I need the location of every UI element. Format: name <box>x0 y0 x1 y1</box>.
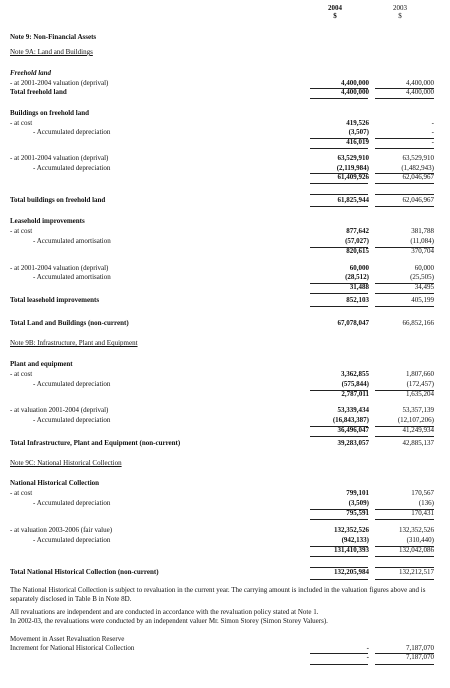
rule <box>310 247 368 248</box>
nhc-title: National Historical Collection <box>10 479 100 487</box>
rule <box>310 519 368 520</box>
rule <box>310 306 368 307</box>
note-paragraph-2b: In 2002-03, the revaluations were conducted by an independent valuer Mr. Simon Storey (Simon Storey Valuers). <box>10 617 328 625</box>
note-paragraph-2a: All revaluations are independent and are conducted in accordance with the revaluation policy stated at Note 1. <box>10 608 319 616</box>
rule <box>375 653 434 654</box>
col-2004-header <box>305 4 365 20</box>
table-row: - at cost 799,101 170,567 <box>10 489 434 497</box>
table-row-subtotal: 131,410,393 132,042,086 <box>334 546 434 554</box>
leasehold-title: Leasehold improvements <box>10 217 85 225</box>
table-row: - at cost 877,642 381,788 <box>10 227 434 235</box>
rule <box>310 173 368 174</box>
col-2003-unit: $ <box>398 12 402 20</box>
rule <box>310 98 368 99</box>
table-row-subtotal: 820,615 370,704 <box>346 247 434 255</box>
rule <box>375 306 434 307</box>
rule <box>375 519 434 520</box>
table-row: Increment for National Historical Collection - 7,187,070 <box>10 644 434 652</box>
rule <box>310 579 368 580</box>
rule <box>375 98 434 99</box>
table-row-subtotal: - 7,187,070 <box>366 653 434 661</box>
rule <box>375 194 434 195</box>
table-row-total: Total leasehold improvements 852,103 405,199 <box>10 296 434 304</box>
note9-title: Note 9: Non-Financial Assets <box>10 33 97 41</box>
table-row: - Accumulated depreciation (3,509) (136) <box>33 499 434 507</box>
rule <box>375 426 434 427</box>
rule <box>375 283 434 284</box>
rule <box>375 567 434 568</box>
rule <box>310 194 368 195</box>
table-row: - at cost 3,362,855 1,807,660 <box>10 370 434 378</box>
table-row-grand-total: Total Infrastructure, Plant and Equipment (non-current) 39,283,057 42,885,137 <box>10 439 434 447</box>
table-row: - Accumulated depreciation (942,133) (310,440) <box>33 536 434 544</box>
table-row-grand-total: Total National Historical Collection (non-current) 132,205,984 132,212,517 <box>10 568 434 576</box>
table-row: - at valuation 2001-2004 (deprival) 53,339,434 53,357,139 <box>10 406 434 414</box>
rule <box>375 148 434 149</box>
table-row: - Accumulated depreciation (2,119,984) (1,482,943) <box>33 164 434 172</box>
rule <box>375 247 434 248</box>
plant-title: Plant and equipment <box>10 360 73 368</box>
table-row-subtotal: 36,496,047 41,249,934 <box>337 426 434 434</box>
rule <box>310 283 368 284</box>
rule <box>310 148 368 149</box>
note9a-heading: Note 9A: Land and Buildings <box>10 48 93 56</box>
rule <box>310 293 368 294</box>
rule <box>375 293 434 294</box>
note9b-heading: Note 9B: Infrastructure, Plant and Equipment <box>10 339 138 347</box>
rule <box>310 664 368 665</box>
note-paragraph-1: The National Historical Collection is subject to revaluation in the current year. The carrying amount is included in the valuation figures above and is separately disclosed in Table B in Note 8D. <box>10 586 426 603</box>
col-2003-header <box>370 4 430 20</box>
movement-title: Movement in Asset Revaluation Reserve <box>10 635 125 643</box>
rule <box>310 509 368 510</box>
table-row-subtotal: 416,019 - <box>346 138 434 146</box>
rule <box>375 579 434 580</box>
table-row: - Accumulated depreciation (575,844) (172,457) <box>33 380 434 388</box>
table-row: - at 2001-2004 valuation (deprival) 60,000 60,000 <box>10 264 434 272</box>
rule <box>375 390 434 391</box>
rule <box>310 567 368 568</box>
rule <box>310 88 368 89</box>
table-row: - at 2001-2004 valuation (deprival) 4,400,000 4,400,000 <box>10 79 434 87</box>
rule <box>310 556 368 557</box>
table-row-subtotal: 795,591 170,431 <box>346 509 434 517</box>
rule <box>375 664 434 665</box>
rule <box>310 206 368 207</box>
table-row: - at 2001-2004 valuation (deprival) 63,529,910 63,529,910 <box>10 154 434 162</box>
rule <box>310 390 368 391</box>
rule <box>375 546 434 547</box>
rule <box>375 206 434 207</box>
rule <box>375 556 434 557</box>
table-row: - at cost 419,526 - <box>10 119 434 127</box>
table-row-grand-total: Total Land and Buildings (non-current) 67,078,047 66,852,166 <box>10 319 434 327</box>
table-row-total: Total freehold land 4,400,000 4,400,000 <box>10 88 434 96</box>
rule <box>375 88 434 89</box>
freehold-title: Freehold land <box>10 69 52 77</box>
table-row: - Accumulated depreciation (3,507) - <box>33 128 434 136</box>
rule <box>310 138 368 139</box>
rule <box>375 436 434 437</box>
table-row: - Accumulated amortisation (57,027) (11,084) <box>33 237 434 245</box>
table-row-subtotal: 31,488 34,495 <box>349 283 434 291</box>
table-row-subtotal: 61,409,926 62,046,967 <box>337 173 434 181</box>
rule <box>375 138 434 139</box>
table-row-total: Total buildings on freehold land 61,825,944 62,046,967 <box>10 196 434 204</box>
col-2004-unit: $ <box>333 12 337 20</box>
buildings-title: Buildings on freehold land <box>10 109 90 117</box>
table-row: - Accumulated amortisation (28,512) (25,505) <box>33 273 434 281</box>
rule <box>310 436 368 437</box>
rule <box>310 183 368 184</box>
table-row: - Accumulated depreciation (16,843,387) (12,107,206) <box>33 416 434 424</box>
rule <box>310 546 368 547</box>
table-row-subtotal: 2,787,011 1,635,204 <box>341 390 434 398</box>
table-row: - at valuation 2003-2006 (fair value) 132,352,526 132,352,526 <box>10 526 434 534</box>
rule <box>375 173 434 174</box>
note9c-heading: Note 9C: National Historical Collection <box>10 459 122 467</box>
rule <box>375 183 434 184</box>
rule <box>375 509 434 510</box>
rule <box>310 653 368 654</box>
col-2004-year: 2004 <box>328 4 342 12</box>
col-2003-year: 2003 <box>393 4 407 12</box>
rule <box>310 426 368 427</box>
